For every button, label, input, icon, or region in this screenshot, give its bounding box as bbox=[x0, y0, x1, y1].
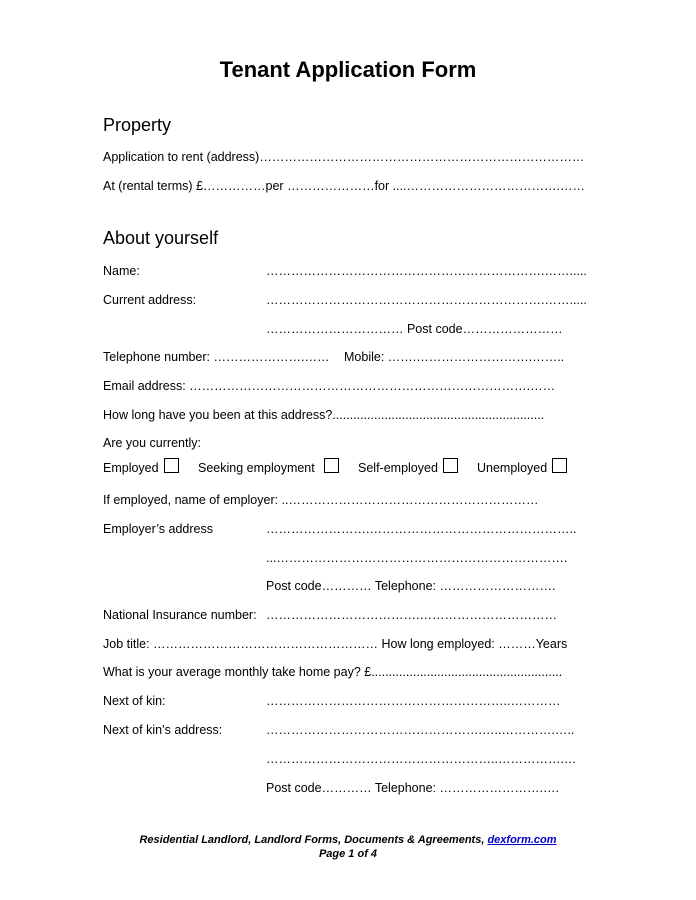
name-field[interactable]: ………………………………………………………….……..... bbox=[266, 264, 587, 278]
self-employed-label: Self-employed bbox=[358, 461, 438, 475]
employed-checkbox[interactable] bbox=[164, 458, 179, 473]
footer-line bbox=[0, 834, 696, 846]
self-employed-checkbox[interactable] bbox=[443, 458, 458, 473]
email-field[interactable]: Email address: ……………………………………………………………………….…… bbox=[103, 379, 556, 393]
next-of-kin-field[interactable]: …………………………………………………..………… bbox=[266, 694, 561, 708]
footer-text: Residential Landlord, Landlord Forms, Documents & Agreements, bbox=[139, 834, 485, 846]
kin-address-field-1[interactable]: …………………………………………….…..………….….. bbox=[266, 723, 575, 737]
unemployed-checkbox[interactable] bbox=[552, 458, 567, 473]
self-employed-option[interactable] bbox=[358, 458, 458, 475]
kin-postcode-telephone-field[interactable]: Post code………… Telephone: …………………….…. bbox=[266, 781, 559, 795]
employer-postcode-telephone-field[interactable]: Post code………… Telephone: ………………………. bbox=[266, 579, 556, 593]
how-long-field[interactable]: How long have you been at this address?............................................................. bbox=[103, 408, 545, 422]
rent-address-field[interactable]: Application to rent (address)…………………………………………………………………… bbox=[103, 150, 585, 164]
current-address-label: Current address: bbox=[103, 293, 197, 307]
seeking-checkbox[interactable] bbox=[324, 458, 339, 473]
property-heading: Property bbox=[103, 115, 172, 135]
employer-address-field-2[interactable]: ...……………………………………………………………. bbox=[266, 551, 568, 565]
page-title: Tenant Application Form bbox=[219, 57, 477, 82]
postcode-field[interactable]: …………………………… Post code…………………… bbox=[266, 322, 563, 336]
rental-terms-field[interactable]: At (rental terms) £……………per …………………for ....……………………………….…… bbox=[103, 179, 585, 193]
seeking-option[interactable] bbox=[198, 458, 339, 475]
ni-field[interactable]: ……………………………….…………………………… bbox=[266, 608, 557, 622]
seeking-label: Seeking employment bbox=[198, 461, 315, 475]
take-home-pay-field[interactable]: What is your average monthly take home pay? £....................................................... bbox=[103, 665, 563, 679]
employed-option[interactable] bbox=[103, 458, 179, 475]
employer-address-field-1[interactable]: …………………….………………………………………….. bbox=[266, 522, 577, 536]
job-title-field[interactable]: Job title: ……………………………………………… How long employed: ………Years bbox=[103, 637, 568, 651]
current-address-field[interactable]: ………………………………………………………….……..... bbox=[266, 293, 587, 307]
about-heading: About yourself bbox=[103, 228, 219, 248]
employer-address-label: Employer’s address bbox=[103, 522, 214, 536]
mobile-field[interactable]: Mobile: …….……………………….…….. bbox=[344, 350, 565, 364]
ni-label: National Insurance number: bbox=[103, 608, 257, 622]
kin-address-field-2[interactable]: ………………………………………………..…………….… bbox=[266, 752, 577, 766]
employer-name-field[interactable]: If employed, name of employer: ..…………………………………………………… bbox=[103, 493, 539, 507]
page-number: Page 1 of 4 bbox=[318, 848, 378, 860]
name-label: Name: bbox=[103, 264, 140, 278]
next-of-kin-label: Next of kin: bbox=[103, 694, 166, 708]
footer-link[interactable]: dexform.com bbox=[487, 834, 557, 846]
telephone-field[interactable]: Telephone number: ………………….…… bbox=[103, 350, 330, 364]
unemployed-option[interactable] bbox=[477, 458, 567, 475]
employed-label: Employed bbox=[103, 461, 159, 475]
unemployed-label: Unemployed bbox=[477, 461, 548, 475]
kin-address-label: Next of kin’s address: bbox=[103, 723, 223, 737]
currently-label: Are you currently: bbox=[103, 436, 201, 450]
